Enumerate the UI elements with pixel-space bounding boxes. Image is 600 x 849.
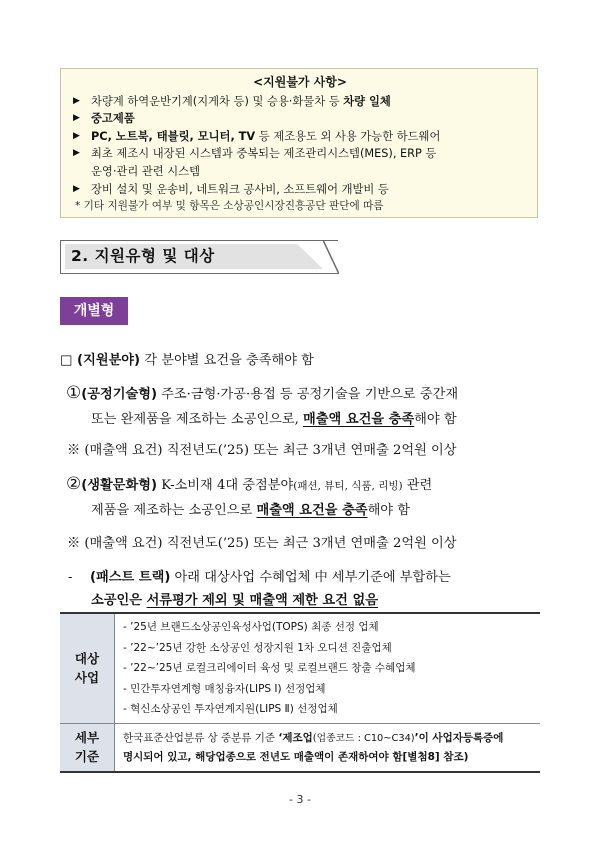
triangle-bullet-icon: ▶: [73, 148, 80, 159]
row-header-target: 대상 사업: [60, 613, 115, 723]
ineligible-note: * 기타 지원불가 여부 및 항목은 소상공인시장진흥공단 판단에 따름: [75, 200, 384, 213]
table-row: [60, 613, 540, 723]
list-item: - 혁신소상공인 투자연계지원(LIPS Ⅱ) 선정업체: [123, 703, 338, 715]
ineligible-item: ▶ 최초 제조시 내장된 시스템과 중복되는 제조관리시스템(MES), ERP 등 운영·관리 관련 시스템: [73, 145, 527, 180]
ineligible-title: <지원불가 사항>: [253, 75, 347, 89]
triangle-bullet-icon: ▶: [73, 130, 80, 141]
table-row: [60, 723, 540, 772]
page-number: - 3 -: [289, 793, 311, 806]
item1-note: ※ (매출액 요건) 직전년도(’25) 또는 최근 3개년 연매출 2억원 이상: [67, 443, 457, 458]
section-title: 2. 지원유형 및 대상: [71, 247, 215, 265]
triangle-bullet-icon: ▶: [73, 113, 80, 124]
triangle-bullet-icon: ▶: [73, 183, 80, 194]
item1-line2: 또는 완제품을 제조하는 소공인으로, 매출액 요건을 충족해야 함: [91, 412, 457, 427]
fasttrack-line1: - (패스트 트랙) 아래 대상사업 수혜업체 中 세부기준에 부합하는: [68, 570, 451, 585]
target-programs-cell: [115, 613, 541, 723]
detail-criteria-cell: 한국표준산업분류 상 중분류 기준 ‘제조업(업종코드 : C10~C34)’이 사업자등록증에 명시되어 있고, 해당업종으로 전년도 매출액이 존재하여야 함[별첨8] 참조): [115, 723, 541, 772]
ineligible-item: ▶ 차량계 하역운반기계(지게차 등) 및 승용·화물차 등 차량 일체: [73, 93, 527, 111]
ineligible-items-box: [60, 68, 538, 218]
fasttrack-line2: 소공인은 서류평가 제외 및 매출액 제한 요건 없음: [91, 593, 378, 608]
type-tag: 개별형: [60, 297, 128, 325]
row-header-criteria: 세부 기준: [60, 723, 115, 772]
section-header-diagonal: [323, 240, 339, 274]
list-item: - 민간투자연계형 매칭융자(LIPS Ⅰ) 선정업체: [123, 682, 326, 695]
item1-line1: ①(공정기술형) 주조·금형·가공·용접 등 공정기술을 기반으로 중간재: [66, 383, 459, 403]
list-item: - ’22~’25년 로컬크리에이터 육성 및 로컬브랜드 창출 수혜업체: [123, 662, 416, 674]
ineligible-item: ▶ PC, 노트북, 태블릿, 모니터, TV 등 제조용도 외 사용 가능한 하드웨어: [73, 128, 527, 146]
item2-note: ※ (매출액 요건) 직전년도(’25) 또는 최근 3개년 연매출 2억원 이상: [67, 536, 457, 551]
list-item: - ’22~’25년 강한 소상공인 성장지원 1차 오디션 진출업체: [123, 641, 392, 654]
item2-line2: 제품을 제조하는 소공인으로 매출액 요건을 충족해야 함: [91, 503, 410, 518]
list-item: - ’25년 브랜드소상공인육성사업(TOPS) 최종 선정 업체: [123, 621, 379, 633]
fasttrack-table: [60, 612, 540, 773]
ineligible-item: ▶ 중고제품: [73, 110, 527, 128]
triangle-bullet-icon: ▶: [73, 95, 80, 106]
ineligible-item: ▶ 장비 설치 및 운송비, 네트워크 공사비, 소프트웨어 개발비 등: [73, 181, 527, 199]
item2-line1: ②(생활문화형) K-소비재 4대 중점분야(패션, 뷰티, 식품, 리빙) 관련: [66, 474, 433, 494]
section-header: [60, 240, 338, 274]
criteria-heading: □ (지원분야) 각 분야별 요건을 충족해야 함: [60, 353, 314, 368]
